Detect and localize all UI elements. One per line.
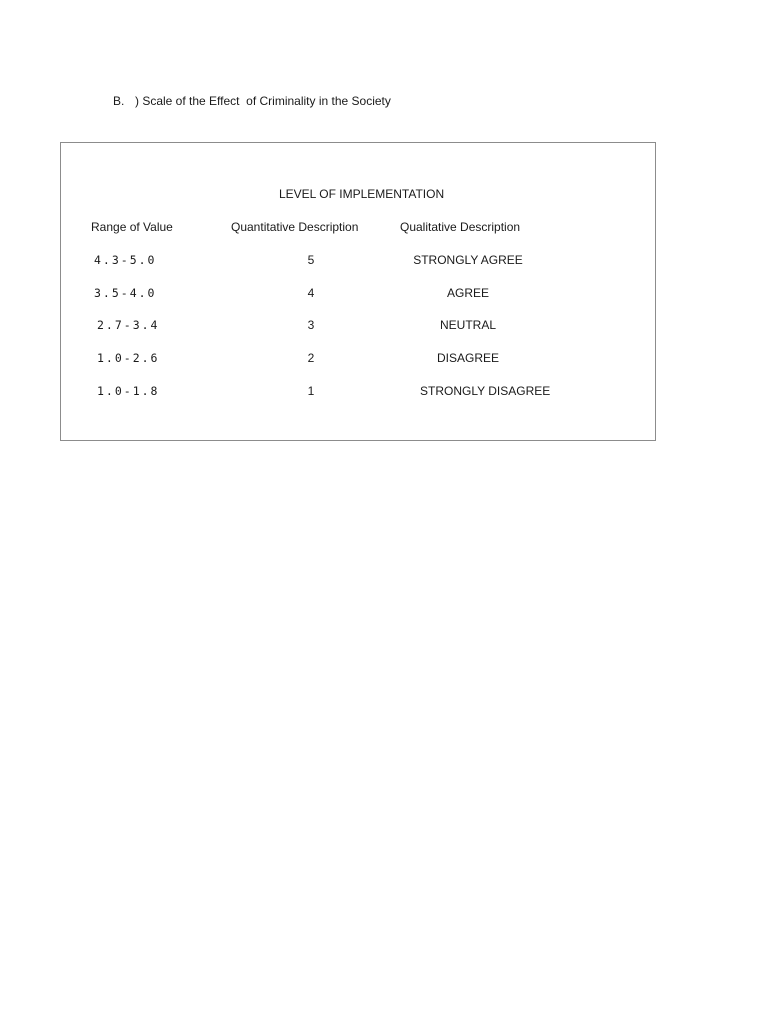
qualitative-value: AGREE (446, 286, 489, 300)
quantitative-value: 1 (307, 384, 315, 398)
table-row (61, 351, 655, 367)
scale-table-box (60, 142, 656, 441)
range-value: 1.0-2.6 (97, 351, 160, 365)
range-value: 4.3-5.0 (94, 253, 157, 267)
qualitative-value: DISAGREE (436, 351, 499, 365)
range-value: 3.5-4.0 (94, 286, 157, 300)
column-header-quantitative: Quantitative Description (231, 220, 359, 234)
section-heading (113, 94, 391, 108)
quantitative-value: 5 (307, 253, 315, 267)
range-value: 1.0-1.8 (97, 384, 160, 398)
table-title: LEVEL OF IMPLEMENTATION (279, 187, 445, 201)
table-row (61, 253, 655, 269)
table-row (61, 286, 655, 302)
column-header-qualitative: Qualitative Description (400, 220, 521, 234)
table-row (61, 384, 655, 400)
section-marker: B. (113, 94, 125, 108)
range-value: 2.7-3.4 (97, 318, 160, 332)
table-row (61, 318, 655, 334)
qualitative-value: STRONGLY DISAGREE (420, 384, 551, 398)
section-heading-text: ) Scale of the Effect of Criminality in the Society (135, 94, 391, 108)
qualitative-value: NEUTRAL (439, 318, 496, 332)
quantitative-value: 3 (307, 318, 315, 332)
quantitative-value: 2 (307, 351, 315, 365)
qualitative-value: STRONGLY AGREE (413, 253, 523, 267)
quantitative-value: 4 (307, 286, 315, 300)
column-header-range: Range of Value (91, 220, 173, 234)
